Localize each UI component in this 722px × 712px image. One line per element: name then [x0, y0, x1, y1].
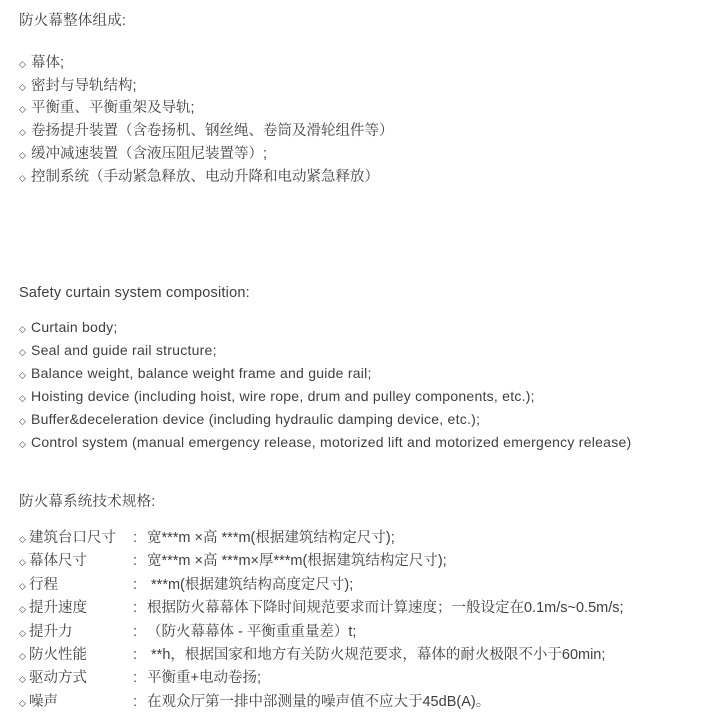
spec-colon: : [133, 693, 138, 710]
spec-label: 驱动方式 [29, 670, 87, 687]
spec-value: 在观众厅第一排中部测量的噪声值不应大于45dB(A)。 [147, 693, 491, 710]
spec-row [19, 597, 708, 620]
section-fire-curtain-composition-zh [19, 13, 708, 189]
list-item-text: 卷扬提升装置（含卷扬机、钢丝绳、卷筒及滑轮组件等） [31, 123, 394, 140]
list-item-text: 幕体; [31, 55, 65, 71]
diamond-bullet-icon: ◇ [19, 127, 26, 138]
diamond-bullet-icon: ◇ [19, 172, 26, 183]
spec-colon: : [133, 623, 138, 640]
section-title-zh-composition: 防火幕整体组成: [19, 13, 127, 29]
list-item [19, 121, 708, 144]
diamond-bullet-icon: ◇ [19, 81, 26, 92]
spec-value: ***m(根据建筑结构高度定尺寸); [147, 576, 354, 593]
spec-row [19, 527, 708, 550]
list-item-text: Curtain body; [31, 319, 118, 335]
list-item [19, 340, 708, 363]
list-item-text: Seal and guide rail structure; [31, 342, 217, 358]
list-item [19, 76, 708, 99]
list-item [19, 386, 708, 409]
spec-label: 提升速度 [29, 600, 87, 617]
spec-table [19, 527, 708, 712]
spec-colon: : [133, 576, 138, 593]
list-item [19, 432, 708, 455]
spec-value: 平衡重+电动卷扬; [147, 670, 261, 687]
section-safety-curtain-composition-en [19, 285, 708, 455]
section-title-technical-specs: 防火幕系统技术规格: [19, 494, 156, 510]
section-technical-specs-zh [19, 494, 708, 712]
spec-row [19, 574, 708, 597]
diamond-bullet-icon: ◇ [19, 651, 26, 662]
composition-list-en [19, 317, 708, 455]
spec-label: 防火性能 [29, 647, 87, 664]
spec-colon: : [133, 647, 138, 664]
diamond-bullet-icon: ◇ [19, 697, 26, 708]
diamond-bullet-icon: ◇ [19, 416, 27, 426]
diamond-bullet-icon: ◇ [19, 674, 26, 685]
list-item [19, 53, 708, 76]
diamond-bullet-icon: ◇ [19, 104, 26, 115]
spec-value: 宽***m ×高 ***m×厚***m(根据建筑结构定尺寸); [147, 553, 447, 570]
diamond-bullet-icon: ◇ [19, 580, 26, 591]
diamond-bullet-icon: ◇ [19, 370, 27, 380]
spec-label: 噪声 [29, 693, 58, 710]
spec-value: （防火幕幕体 - 平衡重重量差）t; [147, 623, 357, 640]
list-item-text: 平衡重、平衡重架及导轨; [31, 100, 195, 117]
diamond-bullet-icon: ◇ [19, 393, 27, 403]
spec-colon: : [133, 670, 138, 687]
diamond-bullet-icon: ◇ [19, 557, 26, 568]
diamond-bullet-icon: ◇ [19, 534, 26, 544]
spec-value: **h，根据国家和地方有关防火规范要求，幕体的耐火极限不小于60min; [147, 647, 606, 664]
composition-list-zh [19, 53, 708, 189]
spec-label: 建筑台口尺寸 [29, 530, 116, 546]
list-item [19, 317, 708, 340]
list-item-text: 缓冲减速装置（含液压阻尼装置等）; [31, 145, 268, 162]
list-item-text: Balance weight, balance weight frame and guide rail; [31, 365, 372, 381]
spec-row [19, 691, 708, 712]
spec-colon: : [133, 530, 138, 546]
spec-label: 幕体尺寸 [29, 553, 87, 570]
diamond-bullet-icon: ◇ [19, 439, 27, 449]
diamond-bullet-icon: ◇ [19, 324, 27, 334]
spec-label: 行程 [29, 576, 58, 593]
list-item-text: 密封与导轨结构; [31, 77, 137, 94]
spec-label: 提升力 [29, 623, 73, 640]
diamond-bullet-icon: ◇ [19, 627, 26, 638]
list-item-text: 控制系统（手动紧急释放、电动升降和电动紧急释放） [31, 168, 379, 185]
spec-value: 宽***m ×高 ***m(根据建筑结构定尺寸); [147, 530, 395, 546]
spec-row [19, 621, 708, 644]
section-title-en-composition: Safety curtain system composition: [19, 285, 250, 301]
list-item [19, 167, 708, 190]
list-item-text: Hoisting device (including hoist, wire rope, drum and pulley components, etc.); [31, 388, 535, 404]
diamond-bullet-icon: ◇ [19, 604, 26, 615]
list-item [19, 363, 708, 386]
list-item-text: Control system (manual emergency release, motorized lift and motorized emergency release) [31, 434, 632, 450]
list-item [19, 98, 708, 121]
spec-row [19, 667, 708, 690]
spec-value: 根据防火幕幕体下降时间规范要求而计算速度；一般设定在0.1m/s~0.5m/s; [147, 600, 624, 617]
spec-row [19, 644, 708, 667]
spec-colon: : [133, 600, 138, 617]
spec-colon: : [133, 553, 138, 570]
diamond-bullet-icon: ◇ [19, 59, 26, 69]
diamond-bullet-icon: ◇ [19, 149, 26, 160]
list-item [19, 144, 708, 167]
list-item-text: Buffer&deceleration device (including hydraulic damping device, etc.); [31, 411, 481, 427]
spec-row [19, 550, 708, 573]
list-item [19, 409, 708, 432]
diamond-bullet-icon: ◇ [19, 347, 27, 357]
